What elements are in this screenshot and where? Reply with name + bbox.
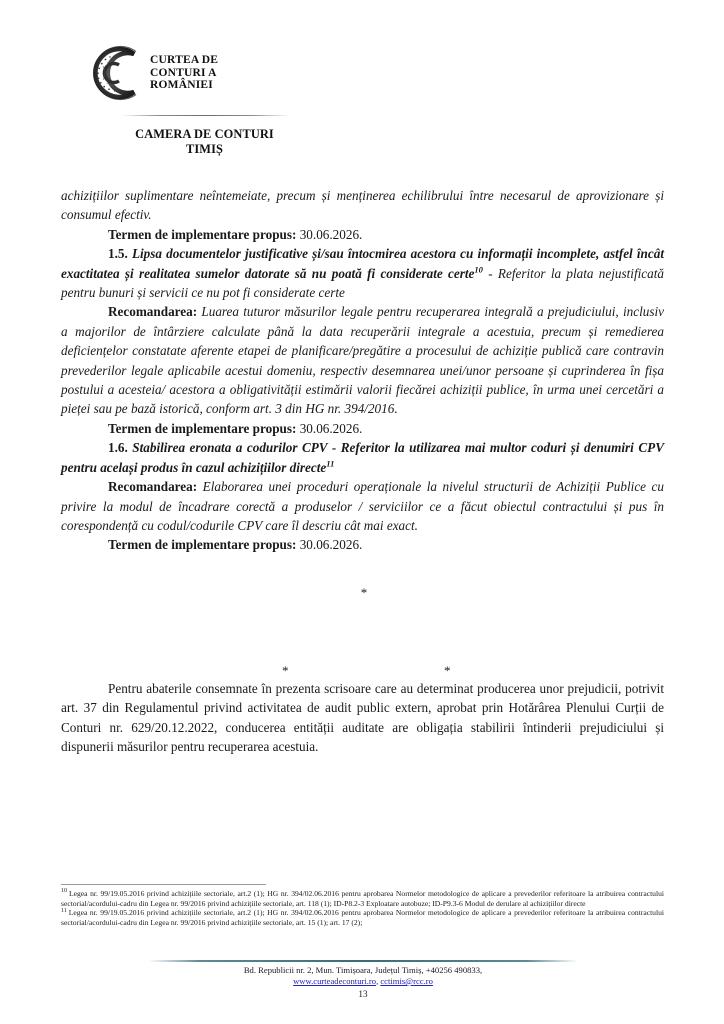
website-link[interactable]: www.curteadeconturi.ro — [293, 976, 377, 986]
footnote-10-text: Legea nr. 99/19.05.2016 privind achizițiile sectoriale, art.2 (1); HG nr. 394/02.06.2016 pentru aprobarea Normelor metodologice de aplicare a prevederilor referitoare la atribuirea contractului sectorial/acordului-cadru din Legea nr. 99/2016 privind achizițiile sectoriale, art. 118 (1); ID-P8.2-3 Exploatare autobuze; ID-P9.3-6 Modul de derulare al achizițiilor directe — [61, 889, 664, 908]
asterisk-right: * — [444, 662, 451, 678]
footer-divider — [148, 960, 578, 962]
footer-contact — [148, 976, 578, 987]
footnote-11-text: Legea nr. 99/19.05.2016 privind achizițiile sectoriale, art.2 (1); HG nr. 394/02.06.2016 pentru aprobarea Normelor metodologice de aplicare a prevederilor referitoare la atribuirea contractului sectorial/acordului-cadru din Legea nr. 99/2016 privind achizițiile sectoriale, art. 15 (1); art. 17 (2); — [61, 908, 664, 928]
deadline-label: Termen de implementare propus: — [108, 226, 297, 242]
footnote-separator — [61, 884, 266, 885]
org-line-2: CONTURI A — [150, 66, 217, 79]
recommendation-text-1-5: Luarea tuturor măsurilor legale pentru recuperarea integrală a prejudiciului, inclusiv a majorilor de întârziere calculate până la data recuperării integrale a acestuia, precum și remedierea deficiențelor constatate aferente etapei de planificare/pregătire a procesului de achiziție publică care contravin prevederilor legale aplicabile acestui domeniu, respectiv desemnarea unei/unor persoane și cuprinderea în fișa postului a acesteia/ acestora a obligativității estimării valorii fiecărei achiziții publice, în urma unei cercetări a pieței sau pe bază istorică, conform art. 3 din HG nr. 394/2016. — [61, 304, 665, 417]
deadline-line-1-6 — [61, 535, 664, 554]
recommendation-text-1-6: Elaborarea unei proceduri operaționale la nivelul structurii de Achiziții Publice cu privire la modul de încadrare corectă a produselor / serviciilor ce a făcut obiectul contractului și pus în corespondență cu codul/codurile CPV care îl descriu cât mai exact. — [61, 479, 664, 533]
footnotes — [61, 884, 664, 928]
section-1-5-recommendation — [61, 302, 664, 418]
asterisk-top: * — [360, 584, 368, 600]
email-link[interactable]: cctimis@rcc.ro — [380, 976, 433, 986]
deadline-line-1 — [61, 225, 664, 244]
section-1-5-title: Lipsa documentelor justificative și/sau întocmirea acestora cu informații incomplete, astfel încât exactitatea și realitatea sumelor datorate să nu poată fi considerate certe — [61, 246, 664, 281]
chamber-name — [62, 127, 347, 156]
section-1-5-heading — [61, 244, 664, 302]
document-body — [61, 186, 664, 756]
letterhead-divider — [121, 115, 289, 116]
logo-row — [62, 42, 347, 104]
section-1-6-number: 1.6. — [108, 440, 128, 456]
org-line-3: ROMÂNIEI — [150, 79, 213, 92]
asterisk-left: * — [282, 662, 289, 678]
deadline-label: Termen de implementare propus: — [108, 420, 297, 436]
section-1-5-number: 1.5. — [108, 246, 128, 262]
footnote-11 — [61, 908, 664, 927]
organization-name — [150, 54, 218, 92]
section-1-6-heading — [61, 438, 664, 477]
section-1-6-title: Stabilirea eronata a codurilor CPV - Referitor la utilizarea mai multor coduri și denumiri CPV pentru același produs în cazul achizițiilor directe — [61, 440, 664, 475]
continued-paragraph: achizițiilor suplimentare neîntemeiate, precum și menținerea echilibrului între necesarul de aprovizionare și consumul efectiv. — [61, 188, 664, 223]
footnote-ref-11[interactable]: 11 — [326, 458, 335, 469]
deadline-value: 30.06.2026. — [299, 420, 363, 436]
section-1-5-subtitle: - Referitor la plata nejustificată pentru bunuri și servicii ce nu pot fi considerate certe — [61, 265, 664, 301]
page-footer — [148, 960, 578, 1000]
footnote-10 — [61, 889, 664, 908]
curtea-de-conturi-emblem-icon — [84, 42, 146, 104]
closing-paragraph: Pentru abaterile consemnate în prezenta scrisoare care au determinat producerea unor prejudicii, potrivit art. 37 din Regulamentul privind activitatea de audit public extern, aprobat prin Hotărârea Plenului Curții de Conturi nr. 629/20.12.2022, conducerea entității auditate are obligația stabilirii întinderii prejudiciului și dispunerii măsurilor pentru recuperarea acestuia. — [61, 680, 664, 754]
asterisk-pair — [61, 663, 664, 679]
letterhead — [62, 42, 347, 156]
deadline-label: Termen de implementare propus: — [108, 537, 297, 553]
deadline-line-1-5 — [61, 419, 664, 438]
chamber-line-2: TIMIȘ — [186, 141, 223, 156]
chamber-line-1: CAMERA DE CONTURI — [135, 127, 274, 141]
footnote-11-marker: 11 — [61, 907, 67, 914]
deadline-value: 30.06.2026. — [299, 537, 363, 553]
section-1-6-recommendation — [61, 477, 664, 535]
footnote-ref-10[interactable]: 10 — [474, 264, 483, 275]
org-line-1: CURTEA DE — [150, 54, 219, 67]
page-number: 13 — [358, 989, 368, 1000]
footer-separator: , — [376, 976, 381, 986]
footer-address: Bd. Republicii nr. 2, Mun. Timișoara, Județul Timiș, +40256 490833, — [243, 964, 483, 975]
footnote-10-marker: 10 — [61, 888, 67, 895]
recommendation-label-1-5: Recomandarea: — [108, 304, 198, 320]
recommendation-label-1-6: Recomandarea: — [108, 479, 198, 495]
deadline-value: 30.06.2026. — [299, 226, 363, 242]
